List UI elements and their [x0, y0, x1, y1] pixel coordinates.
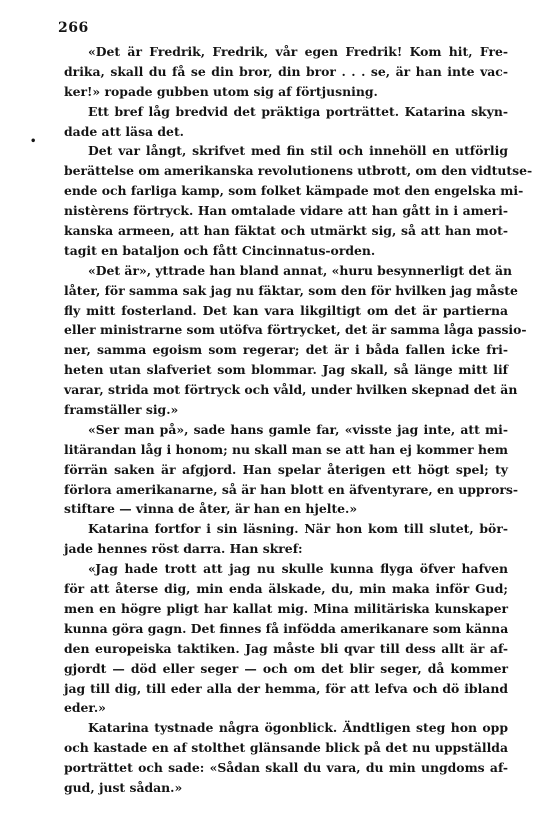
text-line: berättelse om amerikanska revolutionens utbrott, om den vidtutse- — [64, 163, 533, 179]
text-line: heten utan slafveriet som blommar. Jag skall, så länge mitt lif — [64, 362, 508, 378]
text-line: jade hennes röst darra. Han skref: — [64, 541, 303, 557]
text-line: «Ser man på», sade hans gamle far, «visste jag inte, att mi- — [88, 421, 508, 437]
text-line: eller ministrarne som utöfva förtrycket, det är samma låga passio- — [64, 322, 527, 338]
text-line: eder.» — [64, 700, 106, 716]
text-line: den europeiska taktiken. Jag måste bli qvar till dess allt är af- — [64, 640, 508, 656]
text-line: «Jag hade trott att jag nu skulle kunna flyga öfver hafven — [88, 561, 508, 577]
text-line: tagit en bataljon och fått Cincinnatus-orden. — [64, 242, 376, 258]
text-line: Ett bref låg bredvid det präktiga porträttet. Katarina skyn- — [88, 103, 508, 119]
body-text — [64, 42, 533, 798]
text-line: «Det är Fredrik, Fredrik, vår egen Fredrik! Kom hit, Fre- — [88, 44, 508, 59]
text-line: ker!» ropade gubben utom sig af förtjusning. — [64, 83, 378, 99]
page-number: 266 — [58, 20, 89, 36]
text-line: drika, skall du få se din bror, din bror . . . se, är han inte vac- — [64, 63, 508, 79]
text-line: porträttet och sade: «Sådan skall du vara, du min ungdoms af- — [64, 760, 508, 776]
text-line: låter, för samma sak jag nu fäktar, som den för hvilken jag måste — [64, 282, 518, 298]
text-line: framställer sig.» — [64, 402, 179, 418]
text-line: varar, strida mot förtryck och våld, under hvilken skepnad det än — [64, 382, 518, 398]
text-line: litärandan låg i honom; nu skall man se att han ej kommer hem — [64, 441, 508, 457]
text-line: ner, samma egoism som regerar; det är i båda fallen icke fri- — [64, 342, 508, 358]
text-line: nistèrens förtryck. Han omtalade vidare att han gått in i ameri- — [64, 203, 508, 219]
text-line: Katarina fortfor i sin läsning. När hon kom till slutet, bör- — [88, 521, 508, 537]
text-line: gud, just sådan.» — [64, 779, 183, 795]
text-line: Katarina tystnade några ögonblick. Ändtligen steg hon opp — [88, 720, 508, 736]
text-line: förlora amerikanarne, så är han blott en äfventyrare, en upprors- — [64, 481, 519, 497]
text-line: jag till dig, till eder alla der hemma, för att lefva och dö ibland — [64, 680, 508, 696]
text-line: kanska armeen, att han fäktat och utmärkt sig, så att han mot- — [64, 223, 508, 239]
text-line: «Det är», yttrade han bland annat, «huru besynnerligt det än — [88, 262, 513, 278]
text-line: och kastade en af stolthet glänsande blick på det nu uppställda — [64, 740, 508, 756]
text-line: förrän saken är afgjord. Han spelar återigen ett högt spel; ty — [64, 461, 508, 477]
text-line: gjordt — död eller seger — och om det blir seger, då kommer — [64, 660, 508, 676]
text-line: ende och farliga kamp, som folket kämpade mot den engelska mi- — [64, 183, 524, 199]
text-line: stiftare — vinna de åter, är han en hjelte.» — [64, 501, 358, 517]
text-line: fly mitt fosterland. Det kan vara likgiltigt om det är partierna — [64, 302, 508, 318]
text-line: dade att läsa det. — [64, 123, 184, 139]
text-line: Det var långt, skrifvet med fin stil och innehöll en utförlig — [88, 143, 508, 159]
text-line: för att återse dig, min enda älskade, du, min maka inför Gud; — [64, 581, 508, 597]
margin-mark: • — [30, 136, 37, 147]
text-line: men en högre pligt har kallat mig. Mina militäriska kunskaper — [64, 600, 508, 616]
text-line: kunna göra gagn. Det finnes få infödda amerikanare som känna — [64, 620, 509, 636]
